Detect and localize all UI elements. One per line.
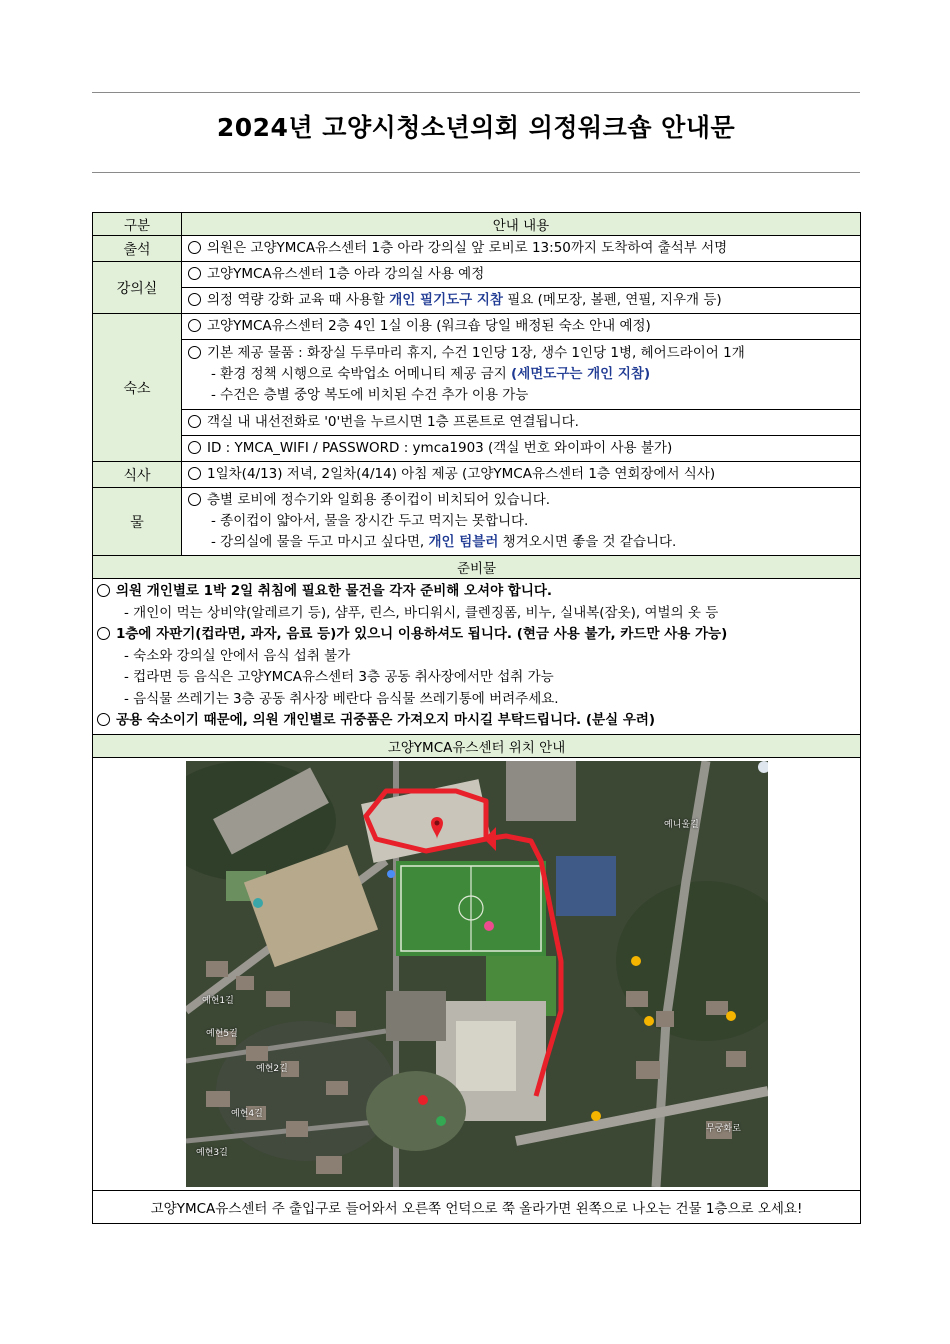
- circle-bullet-icon: [188, 441, 201, 454]
- bottom-rule: [92, 172, 860, 173]
- category-attendance: 출석: [93, 236, 182, 262]
- circle-bullet-icon: [97, 713, 110, 726]
- prep-header: 준비물: [93, 556, 861, 579]
- circle-bullet-icon: [188, 267, 201, 280]
- prep-content: 의원 개인별로 1박 2일 취침에 필요한 물건을 각자 준비해 오셔야 합니다. - 개인이 먹는 상비약(알레르기 등), 샴푸, 린스, 바디워시, 클렌징폼, 비누, 실내복(잠옷), 여벌의 옷 등 1층에 자판기(컵라면, 과자, 음료 등)가 있으니 이용하셔도 됩니다. (현금 사용 불가, 카드만 사용 가능) - 숙소와 강의실 안에서 음식 섭취 불가 - 컵라면 등 음식은 고양YMCA유스센터 3층 공동 취사장에서만 섭취 가능 - 음식물 쓰레기는 3층 공동 취사장 베란다 음식물 쓰레기통에 버려주세요. 공용 숙소이기 때문에, 의원 개인별로 귀중품은 가져오지 마시길 부탁드립니다. (분실 우려): [93, 579, 861, 735]
- water-item-1: 층별 로비에 정수기와 일회용 종이컵이 비치되어 있습니다. - 종이컵이 얇아서, 물을 장시간 두고 먹지는 못합니다. - 강의실에 물을 두고 마시고 싶다면, 개인 텀블러 챙겨오시면 좋을 것 같습니다.: [182, 488, 861, 556]
- location-header: 고양YMCA유스센터 위치 안내: [93, 734, 861, 757]
- circle-bullet-icon: [188, 493, 201, 506]
- satellite-map: [186, 761, 768, 1187]
- map-cell: [93, 757, 861, 1190]
- location-caption: 고양YMCA유스센터 주 출입구로 들어와서 오른쪽 언덕으로 쭉 올라가면 왼쪽으로 나오는 건물 1층으로 오세요!: [93, 1190, 861, 1223]
- lodging-item-2: 기본 제공 물품 : 화장실 두루마리 휴지, 수건 1인당 1장, 생수 1인당 1병, 헤어드라이어 1개 - 환경 정책 시행으로 숙박업소 어메니티 제공 금지 (세면도구는 개인 지참) - 수건은 층별 중앙 복도에 비치된 수건 추가 이용 가능: [182, 340, 861, 410]
- category-water: 물: [93, 488, 182, 556]
- category-meal: 식사: [93, 462, 182, 488]
- map-label: 예현4길: [231, 1108, 263, 1119]
- header-content: 안내 내용: [182, 213, 861, 236]
- classroom-item-1: 고양YMCA유스센터 1층 아라 강의실 사용 예정: [182, 262, 861, 288]
- circle-bullet-icon: [188, 346, 201, 359]
- page-title: 2024년 고양시청소년의회 의정워크숍 안내문: [216, 113, 736, 142]
- circle-bullet-icon: [188, 415, 201, 428]
- map-label: 무궁화로: [706, 1123, 741, 1134]
- category-lodging: 숙소: [93, 314, 182, 462]
- circle-bullet-icon: [188, 467, 201, 480]
- meal-item-1: 1일차(4/13) 저녁, 2일차(4/14) 아침 제공 (고양YMCA유스센터 1층 연회장에서 식사): [182, 462, 861, 488]
- header-category: 구분: [93, 213, 182, 236]
- classroom-item-2: 의정 역량 강화 교육 때 사용할 개인 필기도구 지참 필요 (메모장, 볼펜, 연필, 지우개 등): [182, 288, 861, 314]
- circle-bullet-icon: [188, 293, 201, 306]
- top-rule: [92, 92, 860, 93]
- category-classroom: 강의실: [93, 262, 182, 314]
- circle-bullet-icon: [97, 584, 110, 597]
- circle-bullet-icon: [97, 627, 110, 640]
- lodging-item-4: ID : YMCA_WIFI / PASSWORD : ymca1903 (객실 번호 와이파이 사용 불가): [182, 436, 861, 462]
- map-label: 예현2길: [256, 1063, 288, 1074]
- lodging-item-1: 고양YMCA유스센터 2층 4인 1실 이용 (워크숍 당일 배정된 숙소 안내 예정): [182, 314, 861, 340]
- map-label: 예니울길: [664, 819, 699, 830]
- circle-bullet-icon: [188, 241, 201, 254]
- satellite-map-image: [186, 761, 768, 1187]
- info-table: [92, 212, 861, 1224]
- map-label: 예현5길: [206, 1028, 238, 1039]
- map-label: 예현3길: [196, 1147, 228, 1158]
- circle-bullet-icon: [188, 319, 201, 332]
- lodging-item-3: 객실 내 내선전화로 '0'번을 누르시면 1층 프론트로 연결됩니다.: [182, 410, 861, 436]
- attendance-item: 의원은 고양YMCA유스센터 1층 아라 강의실 앞 로비로 13:50까지 도착하여 출석부 서명: [182, 236, 861, 262]
- map-label: 예현1길: [202, 995, 234, 1006]
